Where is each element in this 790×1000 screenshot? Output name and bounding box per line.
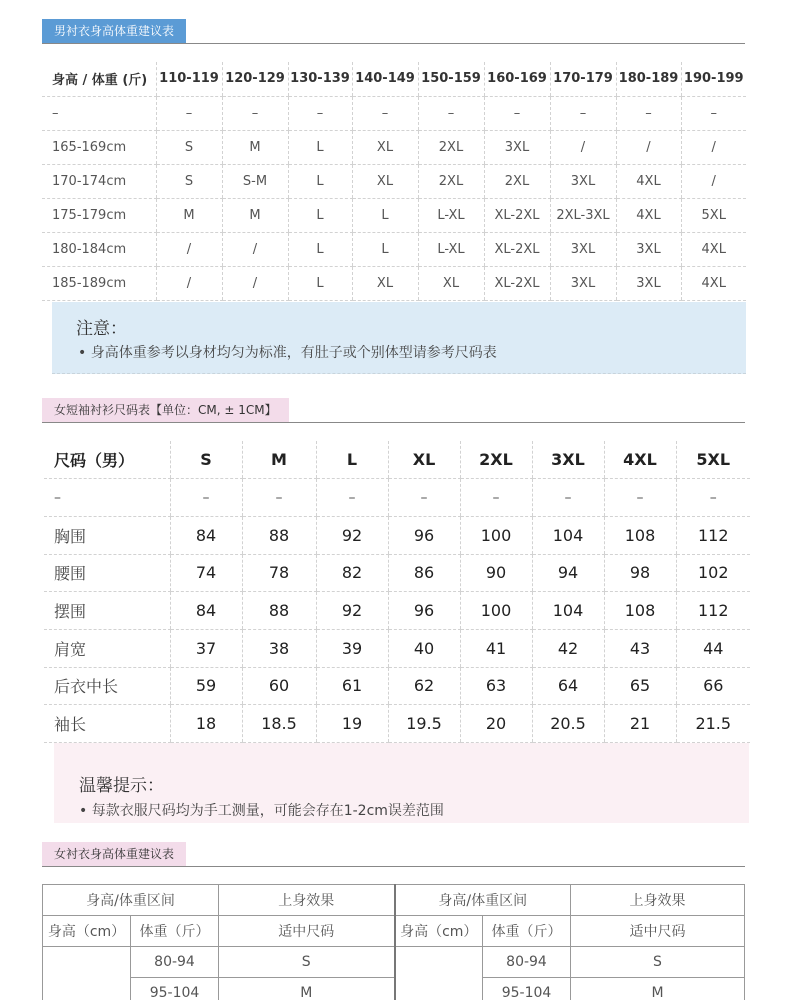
table-row bbox=[42, 232, 746, 266]
section-tag: 女衬衣身高体重建议表 bbox=[42, 842, 186, 866]
table-cell: 74 bbox=[170, 554, 242, 592]
table-cell: – bbox=[388, 479, 460, 517]
table-cell: 21.5 bbox=[676, 705, 750, 743]
table-cell: 88 bbox=[242, 516, 316, 554]
group-header-cell: 上身效果 bbox=[571, 885, 745, 916]
table-cell: – bbox=[288, 96, 352, 130]
table-cell bbox=[43, 947, 131, 978]
sub-header-cell: 适中尺码 bbox=[219, 916, 395, 947]
table-cell: L bbox=[288, 198, 352, 232]
table-cell: 42 bbox=[532, 629, 604, 667]
table-row bbox=[44, 554, 750, 592]
header-cell: 身高 / 体重 (斤) bbox=[42, 62, 156, 96]
table-cell: M bbox=[156, 198, 222, 232]
sub-header-cell: 身高（cm） bbox=[395, 916, 483, 947]
table-cell: 3XL bbox=[616, 232, 681, 266]
women-weight-table bbox=[42, 884, 745, 1000]
table-cell: 4XL bbox=[616, 198, 681, 232]
section-tag: 女短袖衬衫尺码表【单位：CM, ± 1CM】 bbox=[42, 398, 289, 422]
table-cell: 摆围 bbox=[44, 592, 170, 630]
table-cell: 95-104 bbox=[131, 978, 219, 1000]
table-cell: 180-184cm bbox=[42, 232, 156, 266]
table-cell: 4XL bbox=[681, 266, 746, 300]
table-cell: 102 bbox=[676, 554, 750, 592]
table-cell: 18 bbox=[170, 705, 242, 743]
table-cell: 44 bbox=[676, 629, 750, 667]
table-cell: 66 bbox=[676, 667, 750, 705]
table-cell: – bbox=[170, 479, 242, 517]
table-cell: 20.5 bbox=[532, 705, 604, 743]
table-cell: L bbox=[288, 164, 352, 198]
table-cell: 18.5 bbox=[242, 705, 316, 743]
table-row bbox=[44, 667, 750, 705]
table-cell: 21 bbox=[604, 705, 676, 743]
table-cell: 61 bbox=[316, 667, 388, 705]
table-cell: – bbox=[222, 96, 288, 130]
table-cell: M bbox=[571, 978, 745, 1000]
table-row bbox=[42, 198, 746, 232]
table-row bbox=[44, 592, 750, 630]
table-cell: 20 bbox=[460, 705, 532, 743]
table-cell: – bbox=[44, 479, 170, 517]
table-cell: L-XL bbox=[418, 232, 484, 266]
table-cell: XL bbox=[352, 164, 418, 198]
table-cell: 4XL bbox=[616, 164, 681, 198]
table-row bbox=[42, 130, 746, 164]
table-cell: 40 bbox=[388, 629, 460, 667]
header-cell: L bbox=[316, 441, 388, 479]
table-cell: – bbox=[550, 96, 616, 130]
table-cell: L bbox=[352, 232, 418, 266]
table-cell: 100 bbox=[460, 592, 532, 630]
table-cell: 19.5 bbox=[388, 705, 460, 743]
table-cell: 82 bbox=[316, 554, 388, 592]
table-row bbox=[44, 705, 750, 743]
table-cell: / bbox=[156, 232, 222, 266]
table-cell: L bbox=[288, 232, 352, 266]
table-cell: 63 bbox=[460, 667, 532, 705]
table-cell: / bbox=[681, 164, 746, 198]
table-cell: 92 bbox=[316, 516, 388, 554]
table-cell: 65 bbox=[604, 667, 676, 705]
table-cell: XL bbox=[418, 266, 484, 300]
table-cell: / bbox=[156, 266, 222, 300]
table-cell: – bbox=[156, 96, 222, 130]
table-cell: – bbox=[484, 96, 550, 130]
table-cell: 43 bbox=[604, 629, 676, 667]
table-row bbox=[44, 516, 750, 554]
table-cell: 95-104 bbox=[483, 978, 571, 1000]
table-cell: 84 bbox=[170, 592, 242, 630]
table-cell: 90 bbox=[460, 554, 532, 592]
table-cell: M bbox=[222, 198, 288, 232]
table-cell: 2XL-3XL bbox=[550, 198, 616, 232]
header-cell: XL bbox=[388, 441, 460, 479]
table-cell: S bbox=[219, 947, 395, 978]
header-cell: 2XL bbox=[460, 441, 532, 479]
header-cell: 110-119 bbox=[156, 62, 222, 96]
table-cell: 170-174cm bbox=[42, 164, 156, 198]
table-cell: 19 bbox=[316, 705, 388, 743]
table-cell: XL-2XL bbox=[484, 232, 550, 266]
table-cell bbox=[395, 947, 483, 978]
header-cell: 160-169 bbox=[484, 62, 550, 96]
table-cell: / bbox=[681, 130, 746, 164]
table-cell: 108 bbox=[604, 516, 676, 554]
table-cell: XL bbox=[352, 130, 418, 164]
table-cell: 胸围 bbox=[44, 516, 170, 554]
table-cell: – bbox=[676, 479, 750, 517]
table-cell bbox=[43, 978, 131, 1000]
table-cell: 41 bbox=[460, 629, 532, 667]
table-header-row bbox=[42, 62, 746, 96]
table-cell: 2XL bbox=[418, 164, 484, 198]
section-header-men-shirt bbox=[42, 19, 745, 44]
table-cell: 185-189cm bbox=[42, 266, 156, 300]
table-row bbox=[42, 266, 746, 300]
table-cell: S bbox=[156, 130, 222, 164]
table-cell: – bbox=[316, 479, 388, 517]
table-row bbox=[44, 629, 750, 667]
header-cell: 140-149 bbox=[352, 62, 418, 96]
table-cell: 108 bbox=[604, 592, 676, 630]
table-cell: 腰围 bbox=[44, 554, 170, 592]
section-header-women-shirt-size bbox=[42, 398, 745, 423]
header-cell: 3XL bbox=[532, 441, 604, 479]
sub-header-cell: 体重（斤） bbox=[483, 916, 571, 947]
table-cell: S bbox=[571, 947, 745, 978]
table-row bbox=[43, 978, 745, 1000]
table-cell: 2XL bbox=[484, 164, 550, 198]
table-cell: 86 bbox=[388, 554, 460, 592]
header-cell: S bbox=[170, 441, 242, 479]
table-cell: 98 bbox=[604, 554, 676, 592]
table-cell: 59 bbox=[170, 667, 242, 705]
table-cell: 5XL bbox=[681, 198, 746, 232]
group-header-cell: 上身效果 bbox=[219, 885, 395, 916]
group-header-row bbox=[43, 885, 745, 916]
table-cell: S bbox=[156, 164, 222, 198]
table-cell: – bbox=[418, 96, 484, 130]
table-cell: 64 bbox=[532, 667, 604, 705]
table-cell: M bbox=[219, 978, 395, 1000]
table-row bbox=[43, 947, 745, 978]
tip-title: 温馨提示： bbox=[79, 776, 164, 796]
table-cell: 112 bbox=[676, 516, 750, 554]
table-cell: XL bbox=[352, 266, 418, 300]
table-cell: – bbox=[604, 479, 676, 517]
table-header-row bbox=[44, 441, 750, 479]
table-cell: 3XL bbox=[484, 130, 550, 164]
sub-header-cell: 体重（斤） bbox=[131, 916, 219, 947]
note-line: • 身高体重参考以身材均匀为标准，有肚子或个别体型请参考尺码表 bbox=[78, 345, 497, 361]
table-cell: / bbox=[550, 130, 616, 164]
table-cell: 3XL bbox=[616, 266, 681, 300]
header-cell: M bbox=[242, 441, 316, 479]
header-cell: 130-139 bbox=[288, 62, 352, 96]
table-cell: 80-94 bbox=[131, 947, 219, 978]
table-cell: 92 bbox=[316, 592, 388, 630]
table-cell: 175-179cm bbox=[42, 198, 156, 232]
table-cell: 84 bbox=[170, 516, 242, 554]
table-cell: 3XL bbox=[550, 232, 616, 266]
sub-header-cell: 适中尺码 bbox=[571, 916, 745, 947]
table-cell: – bbox=[42, 96, 156, 130]
table-cell: 袖长 bbox=[44, 705, 170, 743]
section-tag: 男衬衣身高体重建议表 bbox=[42, 19, 186, 43]
header-cell: 5XL bbox=[676, 441, 750, 479]
table-cell: 96 bbox=[388, 516, 460, 554]
table-cell: 112 bbox=[676, 592, 750, 630]
sub-header-cell: 身高（cm） bbox=[43, 916, 131, 947]
note-title: 注意： bbox=[76, 319, 127, 339]
table-row bbox=[42, 164, 746, 198]
group-header-cell: 身高/体重区间 bbox=[395, 885, 571, 916]
table-cell: 4XL bbox=[681, 232, 746, 266]
tip-box bbox=[54, 743, 749, 823]
table-cell: 88 bbox=[242, 592, 316, 630]
table-cell: – bbox=[616, 96, 681, 130]
table-cell: 60 bbox=[242, 667, 316, 705]
table-cell: 39 bbox=[316, 629, 388, 667]
table-cell: 2XL bbox=[418, 130, 484, 164]
tip-line: • 每款衣服尺码均为手工测量，可能会存在1-2cm误差范围 bbox=[79, 803, 444, 819]
header-cell: 170-179 bbox=[550, 62, 616, 96]
header-cell: 尺码（男） bbox=[44, 441, 170, 479]
table-cell: 78 bbox=[242, 554, 316, 592]
table-cell: 165-169cm bbox=[42, 130, 156, 164]
men-size-table bbox=[42, 62, 746, 301]
table-cell: 100 bbox=[460, 516, 532, 554]
table-cell: – bbox=[532, 479, 604, 517]
table-cell: / bbox=[222, 266, 288, 300]
table-cell: 肩宽 bbox=[44, 629, 170, 667]
table-cell: 62 bbox=[388, 667, 460, 705]
header-cell: 4XL bbox=[604, 441, 676, 479]
table-cell: – bbox=[352, 96, 418, 130]
group-header-cell: 身高/体重区间 bbox=[43, 885, 219, 916]
table-cell: L-XL bbox=[418, 198, 484, 232]
table-cell: / bbox=[616, 130, 681, 164]
table-cell bbox=[395, 978, 483, 1000]
table-cell: M bbox=[222, 130, 288, 164]
table-cell: 38 bbox=[242, 629, 316, 667]
table-cell: – bbox=[242, 479, 316, 517]
table-cell: S-M bbox=[222, 164, 288, 198]
table-cell: – bbox=[681, 96, 746, 130]
section-header-women-weight bbox=[42, 842, 745, 867]
table-cell: / bbox=[222, 232, 288, 266]
header-cell: 150-159 bbox=[418, 62, 484, 96]
table-cell: 3XL bbox=[550, 266, 616, 300]
header-cell: 180-189 bbox=[616, 62, 681, 96]
table-cell: 104 bbox=[532, 592, 604, 630]
header-cell: 190-199 bbox=[681, 62, 746, 96]
table-cell: L bbox=[352, 198, 418, 232]
table-cell: 后衣中长 bbox=[44, 667, 170, 705]
women-size-table bbox=[44, 441, 750, 743]
table-cell: 3XL bbox=[550, 164, 616, 198]
table-cell: L bbox=[288, 266, 352, 300]
table-row bbox=[42, 96, 746, 130]
table-cell: 80-94 bbox=[483, 947, 571, 978]
table-cell: XL-2XL bbox=[484, 198, 550, 232]
table-cell: 96 bbox=[388, 592, 460, 630]
table-cell: L bbox=[288, 130, 352, 164]
table-row bbox=[44, 479, 750, 517]
table-cell: 94 bbox=[532, 554, 604, 592]
table-cell: 37 bbox=[170, 629, 242, 667]
header-cell: 120-129 bbox=[222, 62, 288, 96]
sub-header-row bbox=[43, 916, 745, 947]
table-cell: XL-2XL bbox=[484, 266, 550, 300]
note-box bbox=[52, 302, 746, 374]
table-cell: – bbox=[460, 479, 532, 517]
table-cell: 104 bbox=[532, 516, 604, 554]
